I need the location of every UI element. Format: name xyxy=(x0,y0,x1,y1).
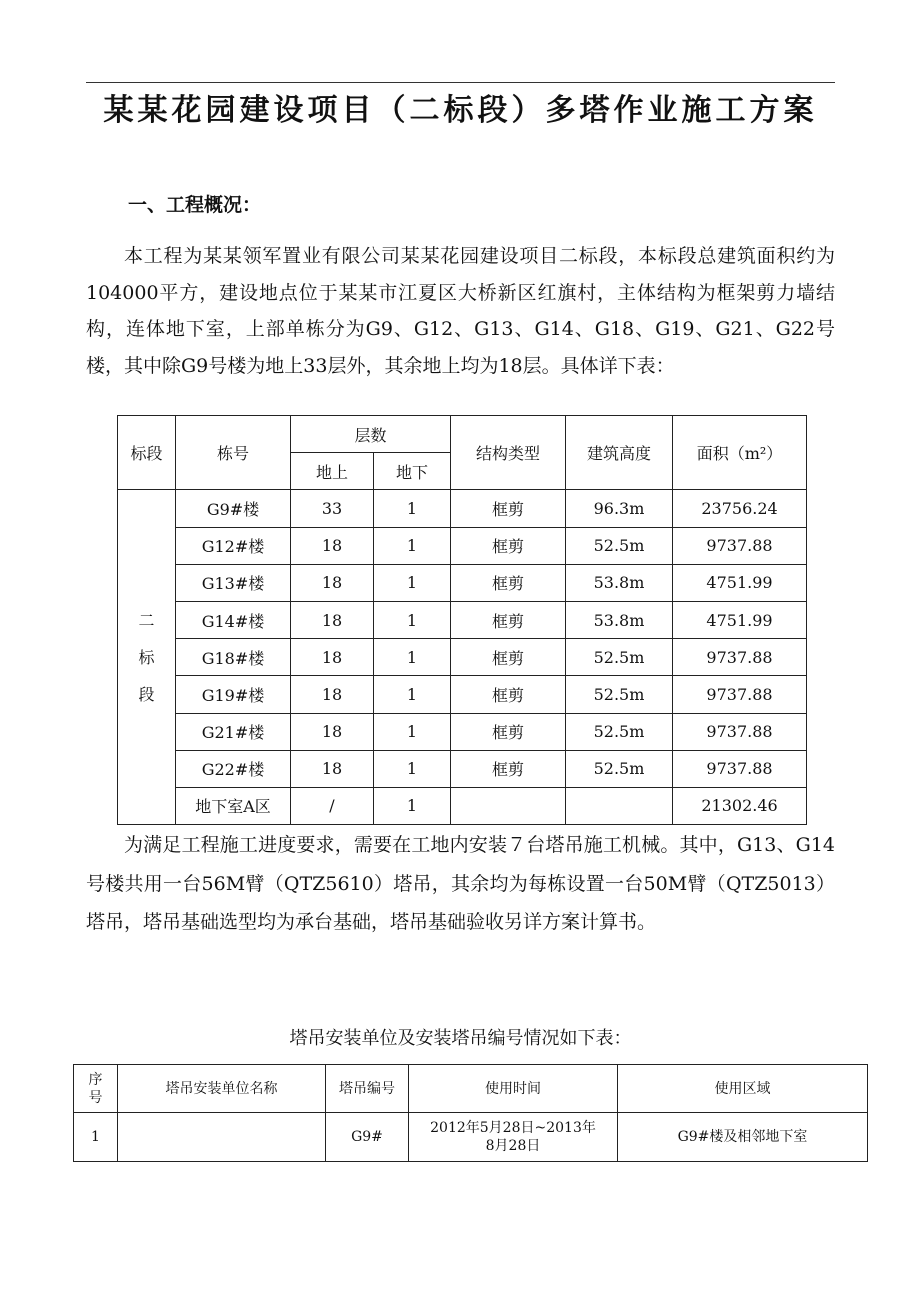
cell-below: 1 xyxy=(374,787,451,824)
cell-building: G9#楼 xyxy=(176,490,291,527)
cell-above: 33 xyxy=(291,490,374,527)
table-row xyxy=(118,750,807,787)
header-seq-line: 号 xyxy=(88,1089,103,1106)
header-floors: 层数 xyxy=(291,416,451,453)
cell-height: 52.5m xyxy=(566,639,673,676)
cell-below: 1 xyxy=(374,639,451,676)
cell-above: 18 xyxy=(291,527,374,564)
cell-above: 18 xyxy=(291,564,374,601)
cell-above: 18 xyxy=(291,639,374,676)
crane-paragraph: 为满足工程施工进度要求，需要在工地内安装７台塔吊施工机械。其中，G13、G14号楼共用一台56M臂（QTZ5610）塔吊，其余均为每栋设置一台50M臂（QTZ5013）塔吊，塔吊基础选型均为承台基础，塔吊基础验收另详方案计算书。 xyxy=(86,834,835,933)
cell-structure: 框剪 xyxy=(451,564,566,601)
cell-building: G13#楼 xyxy=(176,564,291,601)
table-row xyxy=(118,713,807,750)
crane-table-caption: 塔吊安装单位及安装塔吊编号情况如下表： xyxy=(289,1028,632,1049)
cell-structure: 框剪 xyxy=(451,750,566,787)
cell-structure: 框剪 xyxy=(451,639,566,676)
cell-structure: 框剪 xyxy=(451,676,566,713)
cell-area: 9737.88 xyxy=(673,750,807,787)
table-row xyxy=(118,639,807,676)
cell-area: 9737.88 xyxy=(673,676,807,713)
document-title: 某某花园建设项目（二标段）多塔作业施工方案 xyxy=(103,93,818,128)
cell-building: G22#楼 xyxy=(176,750,291,787)
cell-below: 1 xyxy=(374,527,451,564)
cell-structure: 框剪 xyxy=(451,601,566,638)
section-char: 标 xyxy=(138,647,155,667)
cell-building: G12#楼 xyxy=(176,527,291,564)
cell-below: 1 xyxy=(374,601,451,638)
header-section: 标段 xyxy=(118,416,176,490)
cell-above: 18 xyxy=(291,676,374,713)
table-row xyxy=(118,601,807,638)
top-rule xyxy=(86,82,835,83)
cell-building: G21#楼 xyxy=(176,713,291,750)
cell-crane-no: G9# xyxy=(326,1113,409,1162)
cell-height: 53.8m xyxy=(566,601,673,638)
cell-height: 52.5m xyxy=(566,750,673,787)
cell-building: G18#楼 xyxy=(176,639,291,676)
cell-unit xyxy=(118,1113,326,1162)
header-seq-line: 序 xyxy=(88,1071,103,1088)
cell-building: G19#楼 xyxy=(176,676,291,713)
header-below: 地下 xyxy=(374,453,451,490)
header-above: 地上 xyxy=(291,453,374,490)
cell-building: G14#楼 xyxy=(176,601,291,638)
header-area: 面积（m²） xyxy=(673,416,807,490)
overview-paragraph: 本工程为某某领军置业有限公司某某花园建设项目二标段，本标段总建筑面积约为104000平方，建设地点位于某某市江夏区大桥新区红旗村，主体结构为框架剪力墙结构，连体地下室，上部单栋分为G9、G12、G13、G14、G18、G19、G21、G22号楼，其中除G9号楼为地上33层外，其余地上均为18层。具体详下表： xyxy=(86,245,835,378)
crane-table xyxy=(73,1064,868,1162)
cell-structure: 框剪 xyxy=(451,527,566,564)
header-time: 使用时间 xyxy=(409,1065,618,1113)
header-seq xyxy=(74,1065,118,1113)
cell-below: 1 xyxy=(374,490,451,527)
cell-structure xyxy=(451,787,566,824)
cell-height: 52.5m xyxy=(566,676,673,713)
cell-area: 21302.46 xyxy=(673,787,807,824)
cell-area: 4751.99 xyxy=(673,601,807,638)
section-cell xyxy=(118,490,176,825)
cell-above: 18 xyxy=(291,750,374,787)
table-row xyxy=(118,564,807,601)
cell-area: 4751.99 xyxy=(673,564,807,601)
cell-area: 9737.88 xyxy=(673,527,807,564)
cell-height: 53.8m xyxy=(566,564,673,601)
table-row xyxy=(74,1113,868,1162)
cell-above: 18 xyxy=(291,601,374,638)
cell-time-line: 8月28日 xyxy=(485,1138,541,1154)
header-structure: 结构类型 xyxy=(451,416,566,490)
cell-height xyxy=(566,787,673,824)
header-unit: 塔吊安装单位名称 xyxy=(118,1065,326,1113)
cell-building: 地下室A区 xyxy=(176,787,291,824)
section-char: 二 xyxy=(138,610,155,630)
header-height: 建筑高度 xyxy=(566,416,673,490)
cell-below: 1 xyxy=(374,676,451,713)
cell-area: 23756.24 xyxy=(673,490,807,527)
cell-below: 1 xyxy=(374,750,451,787)
cell-time xyxy=(409,1113,618,1162)
section-char: 段 xyxy=(138,684,155,704)
building-table xyxy=(117,415,807,825)
cell-below: 1 xyxy=(374,713,451,750)
cell-height: 96.3m xyxy=(566,490,673,527)
cell-structure: 框剪 xyxy=(451,713,566,750)
cell-height: 52.5m xyxy=(566,713,673,750)
header-crane-no: 塔吊编号 xyxy=(326,1065,409,1113)
table-row xyxy=(118,527,807,564)
cell-height: 52.5m xyxy=(566,527,673,564)
table-row xyxy=(118,676,807,713)
header-building: 栋号 xyxy=(176,416,291,490)
cell-above: / xyxy=(291,787,374,824)
cell-seq: 1 xyxy=(74,1113,118,1162)
cell-below: 1 xyxy=(374,564,451,601)
cell-zone: G9#楼及相邻地下室 xyxy=(618,1113,868,1162)
cell-area: 9737.88 xyxy=(673,639,807,676)
cell-time-line: 2012年5月28日~2013年 xyxy=(430,1120,596,1136)
header-zone: 使用区域 xyxy=(618,1065,868,1113)
cell-structure: 框剪 xyxy=(451,490,566,527)
section-heading: 一、工程概况： xyxy=(128,194,262,216)
table-row xyxy=(118,787,807,824)
cell-above: 18 xyxy=(291,713,374,750)
table-row xyxy=(118,490,807,527)
cell-area: 9737.88 xyxy=(673,713,807,750)
